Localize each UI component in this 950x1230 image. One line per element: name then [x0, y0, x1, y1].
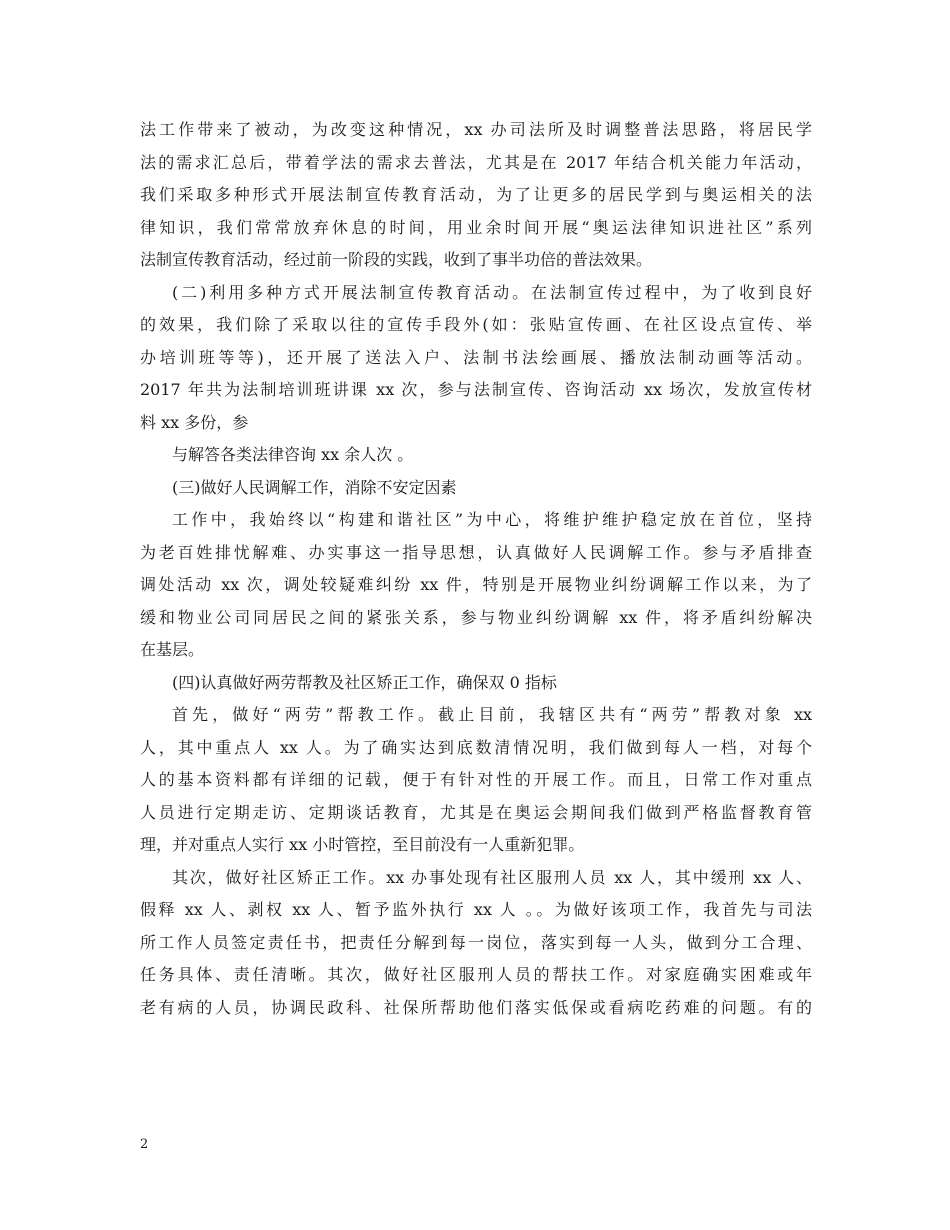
- text-line: 老有病的人员，协调民政科、社保所帮助他们落实低保或看病吃药难的问题。有的: [140, 997, 812, 1017]
- text-line: (二)利用多种方式开展法制宣传教育活动。在法制宣传过程中，为了收到良好: [172, 282, 812, 302]
- text-line: 人员进行定期走访、定期谈话教育，尤其是在奥运会期间我们做到严格监督教育管: [140, 802, 812, 822]
- text-line: 假释 xx 人、剥权 xx 人、暂予监外执行 xx 人 。。为做好该项工作，我首先与司法: [140, 900, 812, 919]
- text-line: 工作中，我始终以“构建和谐社区”为中心，将维护维护稳定放在首位，坚持: [172, 510, 812, 529]
- text-line: 理，并对重点人实行 xx 小时管控，至目前没有一人重新犯罪。: [140, 835, 585, 854]
- text-line: 为老百姓排忧解难、办实事这一指导思想，认真做好人民调解工作。参与矛盾排查: [140, 542, 812, 562]
- text-line: (三)做好人民调解工作，消除不安定因素: [172, 477, 457, 497]
- text-line: 任务具体、责任清晰。其次，做好社区服刑人员的帮扶工作。对家庭确实困难或年: [140, 965, 812, 984]
- text-line: 首先，做好“两劳”帮教工作。截止目前，我辖区共有“两劳”帮教对象 xx: [172, 705, 812, 724]
- text-line: 律知识，我们常常放弃休息的时间，用业余时间开展“奥运法律知识进社区”系列: [140, 217, 812, 237]
- text-line: 法制宣传教育活动，经过前一阶段的实践，收到了事半功倍的普法效果。: [140, 250, 653, 269]
- text-line: 的效果，我们除了采取以往的宣传手段外(如：张贴宣传画、在社区设点宣传、举: [140, 315, 812, 334]
- text-line: 料 xx 多份，参: [140, 412, 249, 432]
- text-line: 缓和物业公司同居民之间的紧张关系，参与物业纠纷调解 xx 件，将矛盾纠纷解决: [140, 607, 812, 627]
- document-body: [140, 114, 812, 1024]
- text-line: 2017 年共为法制培训班讲课 xx 次，参与法制宣传、咨询活动 xx 场次，发放宣传材: [140, 380, 812, 399]
- text-line: 法工作带来了被动，为改变这种情况，xx 办司法所及时调整普法思路，将居民学: [140, 120, 812, 139]
- text-line: 人，其中重点人 xx 人。为了确实达到底数清情况明，我们做到每人一档，对每个: [140, 737, 812, 757]
- text-line: 人的基本资料都有详细的记载，便于有针对性的开展工作。而且，日常工作对重点: [140, 770, 812, 789]
- text-line: 我们采取多种形式开展法制宣传教育活动，为了让更多的居民学到与奥运相关的法: [140, 185, 812, 204]
- text-line: 调处活动 xx 次，调处较疑难纠纷 xx 件，特别是开展物业纠纷调解工作以来，为了: [140, 575, 812, 594]
- text-line: 在基层。: [140, 640, 205, 659]
- page-number: 2: [140, 1137, 149, 1152]
- text-line: 办培训班等等)，还开展了送法入户、法制书法绘画展、播放法制动画等活动。: [140, 347, 812, 367]
- text-line: 法的需求汇总后，带着学法的需求去普法，尤其是在 2017 年结合机关能力年活动，: [140, 152, 812, 172]
- text-line: 其次，做好社区矫正工作。xx 办事处现有社区服刑人员 xx 人，其中缓刑 xx 人、: [172, 867, 812, 887]
- text-line: 与解答各类法律咨询 xx 余人次 。: [172, 445, 414, 464]
- text-line: 所工作人员签定责任书，把责任分解到每一岗位，落实到每一人头，做到分工合理、: [140, 932, 812, 952]
- text-line: (四)认真做好两劳帮教及社区矫正工作，确保双 0 指标: [172, 672, 557, 692]
